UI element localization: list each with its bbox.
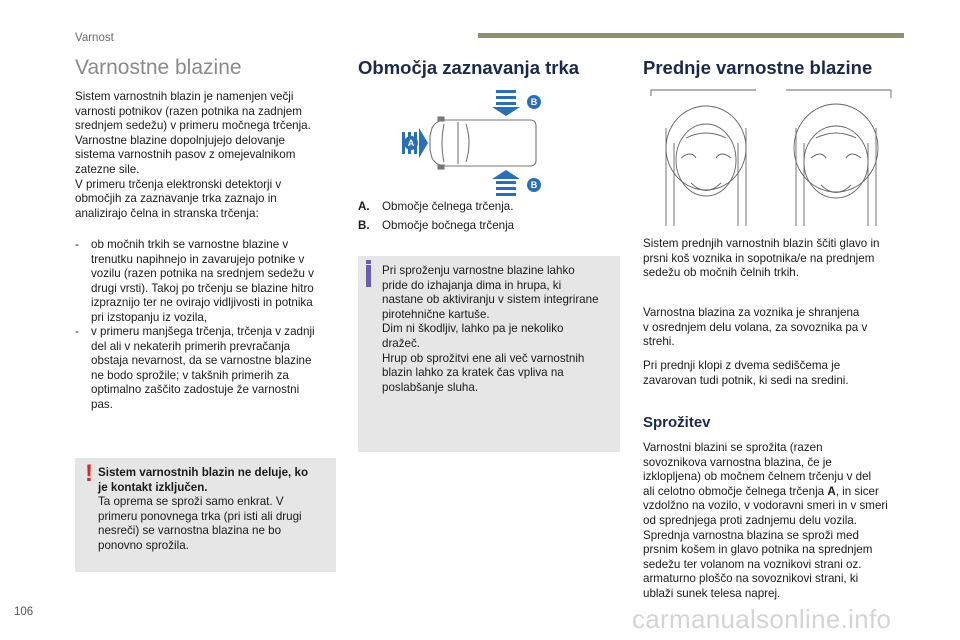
list-item-text: [91, 238, 341, 326]
intro-paragraph: Sistem varnostnih blazin je namenjen večji varnosti potnikov (razen potnika na zadnjem srednjem sedežu) v primeru močnega trčenja. Varnostne blazine dopolnjujejo delovanje sistema varnostnih pasov z omejevalnikom zatezne sile. V primeru trčenja elektronski detektorji v območjih za zaznavanje trka zaznajo in analizirajo čelna in stranska trčenja:: [75, 90, 311, 220]
info-icon: [366, 265, 371, 287]
triggering-subtitle: Sprožitev: [643, 414, 711, 431]
triggering-paragraph: [643, 441, 913, 602]
side-zone-top-arrows: [492, 90, 520, 116]
driver-airbag-drawing: [651, 90, 756, 226]
front-airbag-illustration: [646, 88, 896, 228]
page-number: 106: [14, 606, 34, 618]
front-airbags-paragraph-3: Pri prednji klopi z dvema sediščema je zavarovan tudi potnik, ki sedi na sredini.: [643, 359, 849, 387]
legend-item: [358, 219, 515, 232]
info-text: Pri sproženju varnostne blazine lahko pride do izhajanja dima in hrupa, ki nastane ob aktiviranju v sistem integrirane pirotehnične kartuše. Dim ni škodljiv, lahko pa je nekoliko dražeč. Hrup ob sprožitvi ene ali več varnostnih blazin lahko za kratek čas vpliva na poslabšanje sluha.: [382, 264, 599, 394]
legend-key: B.: [358, 219, 370, 232]
list-item: [75, 325, 345, 415]
crash-zone-diagram: [398, 88, 548, 196]
zone-b-bottom-badge: B: [527, 178, 541, 192]
warning-body-text: Ta oprema se sproži samo enkrat. V primeru ponovnega trka (pri isti ali drugi nesreči) se varnostna blazina ne bo ponovno sprožila.: [98, 495, 302, 552]
zone-b-top-badge: B: [527, 95, 541, 109]
zone-a-badge: A: [404, 136, 418, 150]
triggering-text-a: Varnostni blazini se sprožita (razen sovoznikova varnostna blazina, če je izklopljena) ob močnem čelnem trčenju v del ali celotno območje čelnega trčenja: [643, 441, 872, 498]
crash-zones-title: Območja zaznavanja trka: [358, 57, 580, 78]
warning-icon: !: [85, 460, 93, 487]
header-accent-bar: [478, 33, 904, 38]
info-callout: [358, 256, 620, 452]
front-airbags-title: Prednje varnostne blazine: [643, 57, 873, 78]
warning-bold-text: Sistem varnostnih blazin ne deluje, ko je kontakt izključen.: [98, 466, 309, 494]
van-outline: [430, 117, 536, 169]
watermark: carmanualsonline.info: [632, 604, 892, 634]
list-dash: -: [75, 238, 79, 251]
warning-callout: [75, 458, 336, 572]
list-item-text-a: ob močnih trkih se varnostne blazine v trenutku napihnejo in zavarujejo potnike v vozilu (razen potnika na srednjem sedežu v drugi vrsti). Takoj po trčenju se blazine hitro izpraznijo ter ne ovirajo vidljivosti in potnika pri izstopanju iz vozila,: [91, 238, 314, 324]
section-title: Varnost: [75, 32, 114, 44]
legend-item: [358, 200, 514, 213]
list-item: [75, 238, 345, 324]
legend-text: Območje bočnega trčenja: [382, 219, 515, 232]
passenger-airbag-drawing: [786, 90, 891, 226]
list-item-text: v primeru manjšega trčenja, trčenja v zadnji del ali v nekaterih primerih prevračanja obstaja nevarnost, da se varnostne blazine ne bodo sprožile; v takšnih primerih za optimalno zaščito zadostuje že varnostni pas.: [91, 325, 315, 411]
warning-text: [98, 466, 333, 554]
side-zone-bottom-arrows: [492, 170, 520, 196]
triggering-zone-label: A: [827, 484, 836, 498]
triggering-text-c: vzdolžno na vozilo, v vodoravni smeri in v smeri od sprednjega proti zadnjemu delu vozila. Sprednja varnostna blazina se sproži med prsnim košem in glavo potnika na sprednjem sedežu ter volanom na voznikovi strani oz. armaturno ploščo na sovoznikovi strani, ki ublaži sunek telesa naprej.: [643, 499, 888, 600]
list-dash: -: [75, 325, 79, 338]
page-title: Varnostne blazine: [75, 56, 242, 79]
legend-text: Območje čelnega trčenja.: [382, 200, 514, 213]
info-icon-dot: [366, 260, 371, 264]
legend-key: A.: [358, 200, 370, 213]
front-airbags-paragraph-2: Varnostna blazina za voznika je shranjena v osrednjem delu volana, za sovoznika pa v strehi.: [643, 306, 868, 349]
front-airbags-paragraph-1: Sistem prednjih varnostnih blazin ščiti glavo in prsni koš voznika in sopotnika/e na prednjem sedežu ob močnih čelnih trkih.: [643, 237, 880, 280]
triggering-text-b: , in sicer: [835, 484, 879, 498]
